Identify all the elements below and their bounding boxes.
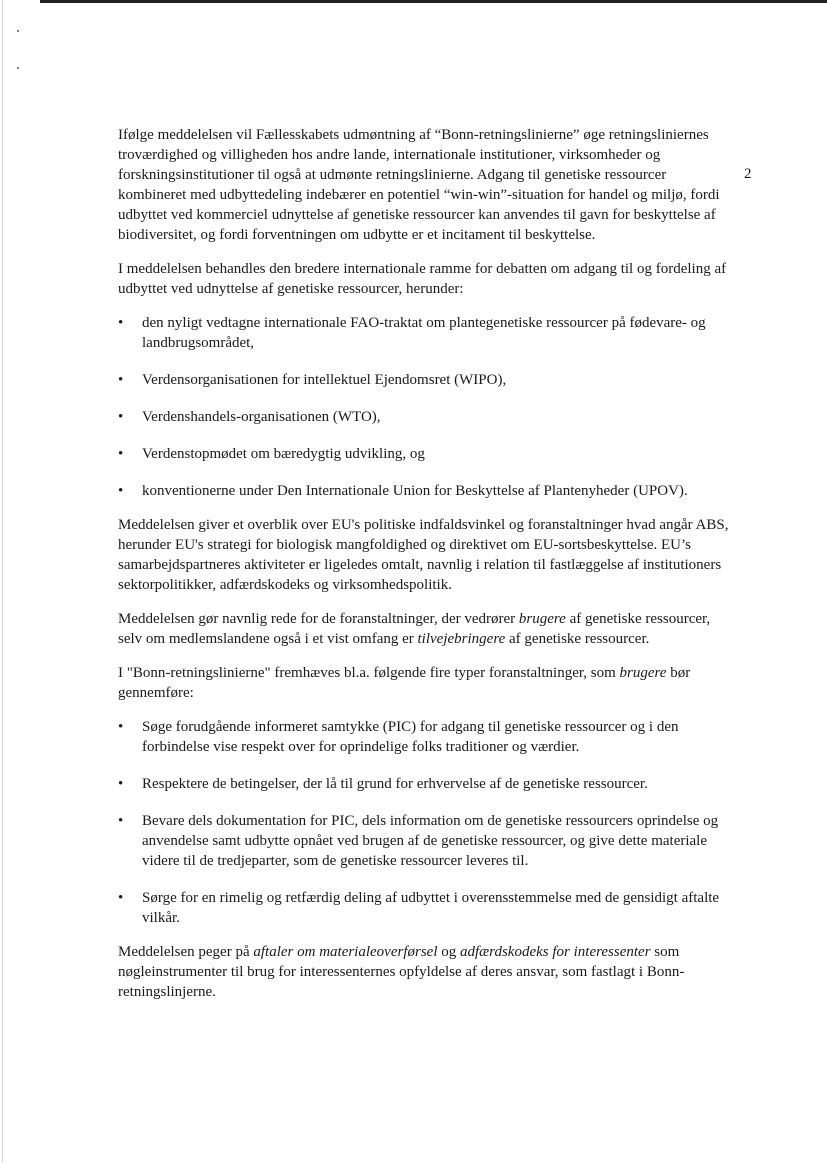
text-run: af genetiske ressourcer, selv om medlemslandene også i et vist omfang er xyxy=(118,611,711,647)
document-body xyxy=(118,125,730,1002)
text-run: og xyxy=(437,944,460,960)
paragraph xyxy=(118,663,730,703)
scan-top-rule xyxy=(40,0,827,3)
paragraph: Meddelelsen giver et overblik over EU's politiske indfaldsvinkel og foranstaltninger hvad angår ABS, herunder EU's strategi for biologisk mangfoldighed og direktivet om EU-sortsbeskyttelse. EU’s samarbejdspartneres aktiviteter er ligeledes omtalt, navnlig i relation til fastlæggelse af institutioners sektorpolitikker, adfærdskodeks og virksomhedspolitik. xyxy=(118,517,729,593)
emphasis: tilvejebringere xyxy=(417,631,506,647)
text-run: Meddelelsen gør navnlig rede for de foranstaltninger, der vedrører xyxy=(118,611,519,627)
list-item: • Verdenstopmødet om bæredygtig udvikling, og xyxy=(118,444,730,464)
bullet-list xyxy=(118,717,730,928)
text-run: som nøgleinstrumenter til brug for interessenternes opfyldelse af deres ansvar, som fastlagt i Bonn-retningslinjerne. xyxy=(118,944,685,1000)
text-run: af genetiske ressourcer. xyxy=(505,631,650,647)
list-item: • Verdensorganisationen for intellektuel Ejendomsret (WIPO), xyxy=(118,370,730,390)
paragraph: I meddelelsen behandles den bredere internationale ramme for debatten om adgang til og fordeling af udbyttet ved udnyttelse af genetiske ressourcer, herunder: xyxy=(118,261,727,297)
list-item: • Bevare dels dokumentation for PIC, dels information om de genetiske ressourcers oprindelse og anvendelse samt udbytte opnået ved brugen af de genetiske ressourcer, og give dette materiale videre til de tredjeparter, som de genetiske ressourcer leveres til. xyxy=(118,811,730,871)
bullet-list xyxy=(118,313,730,501)
emphasis: aftaler om materialeoverførsel xyxy=(253,944,438,960)
text-run: I "Bonn-retningslinierne" fremhæves bl.a. følgende fire typer foranstaltninger, som xyxy=(118,665,620,681)
text-run: bør gennemføre: xyxy=(118,665,691,701)
list-item: • Respektere de betingelser, der lå til grund for erhvervelse af de genetiske ressourcer. xyxy=(118,774,730,794)
scan-mark xyxy=(17,67,19,69)
list-item: • Verdenshandels-organisationen (WTO), xyxy=(118,407,730,427)
scan-mark xyxy=(17,30,19,32)
list-item: • konventionerne under Den Internationale Union for Beskyttelse af Plantenyheder (UPOV). xyxy=(118,481,730,501)
paragraph xyxy=(118,942,730,1002)
page-number: 2 xyxy=(744,166,752,182)
emphasis: brugere xyxy=(518,611,566,627)
text-run: Meddelelsen peger på xyxy=(118,944,254,960)
list-item: • den nyligt vedtagne internationale FAO-traktat om plantegenetiske ressourcer på fødevare- og landbrugsområdet, xyxy=(118,313,730,353)
emphasis: adfærdskodeks for interessenter xyxy=(460,944,651,960)
scan-left-edge xyxy=(2,0,3,1163)
list-item: • Søge forudgående informeret samtykke (PIC) for adgang til genetiske ressourcer og i den forbindelse vise respekt over for oprindelige folks traditioner og værdier. xyxy=(118,717,730,757)
paragraph: Ifølge meddelelsen vil Fællesskabets udmøntning af “Bonn-retningslinierne” øge retningsliniernes troværdighed og villigheden hos andre lande, internationale institutioner, virksomheder og forskningsinstitutioner til også at udmønte retningslinierne. Adgang til genetiske ressourcer kombineret med udbyttedeling indebærer en potentiel “win-win”-situation for handel og miljø, fordi udbyttet ved kommerciel udnyttelse af genetiske ressourcer kan anvendes til gavn for beskyttelse af biodiversitet, og fordi forventningen om udbytte er et incitament til beskyttelse. xyxy=(118,127,720,243)
list-item: • Sørge for en rimelig og retfærdig deling af udbyttet i overensstemmelse med de gensidigt aftalte vilkår. xyxy=(118,888,730,928)
paragraph xyxy=(118,609,730,649)
emphasis: brugere xyxy=(619,665,667,681)
